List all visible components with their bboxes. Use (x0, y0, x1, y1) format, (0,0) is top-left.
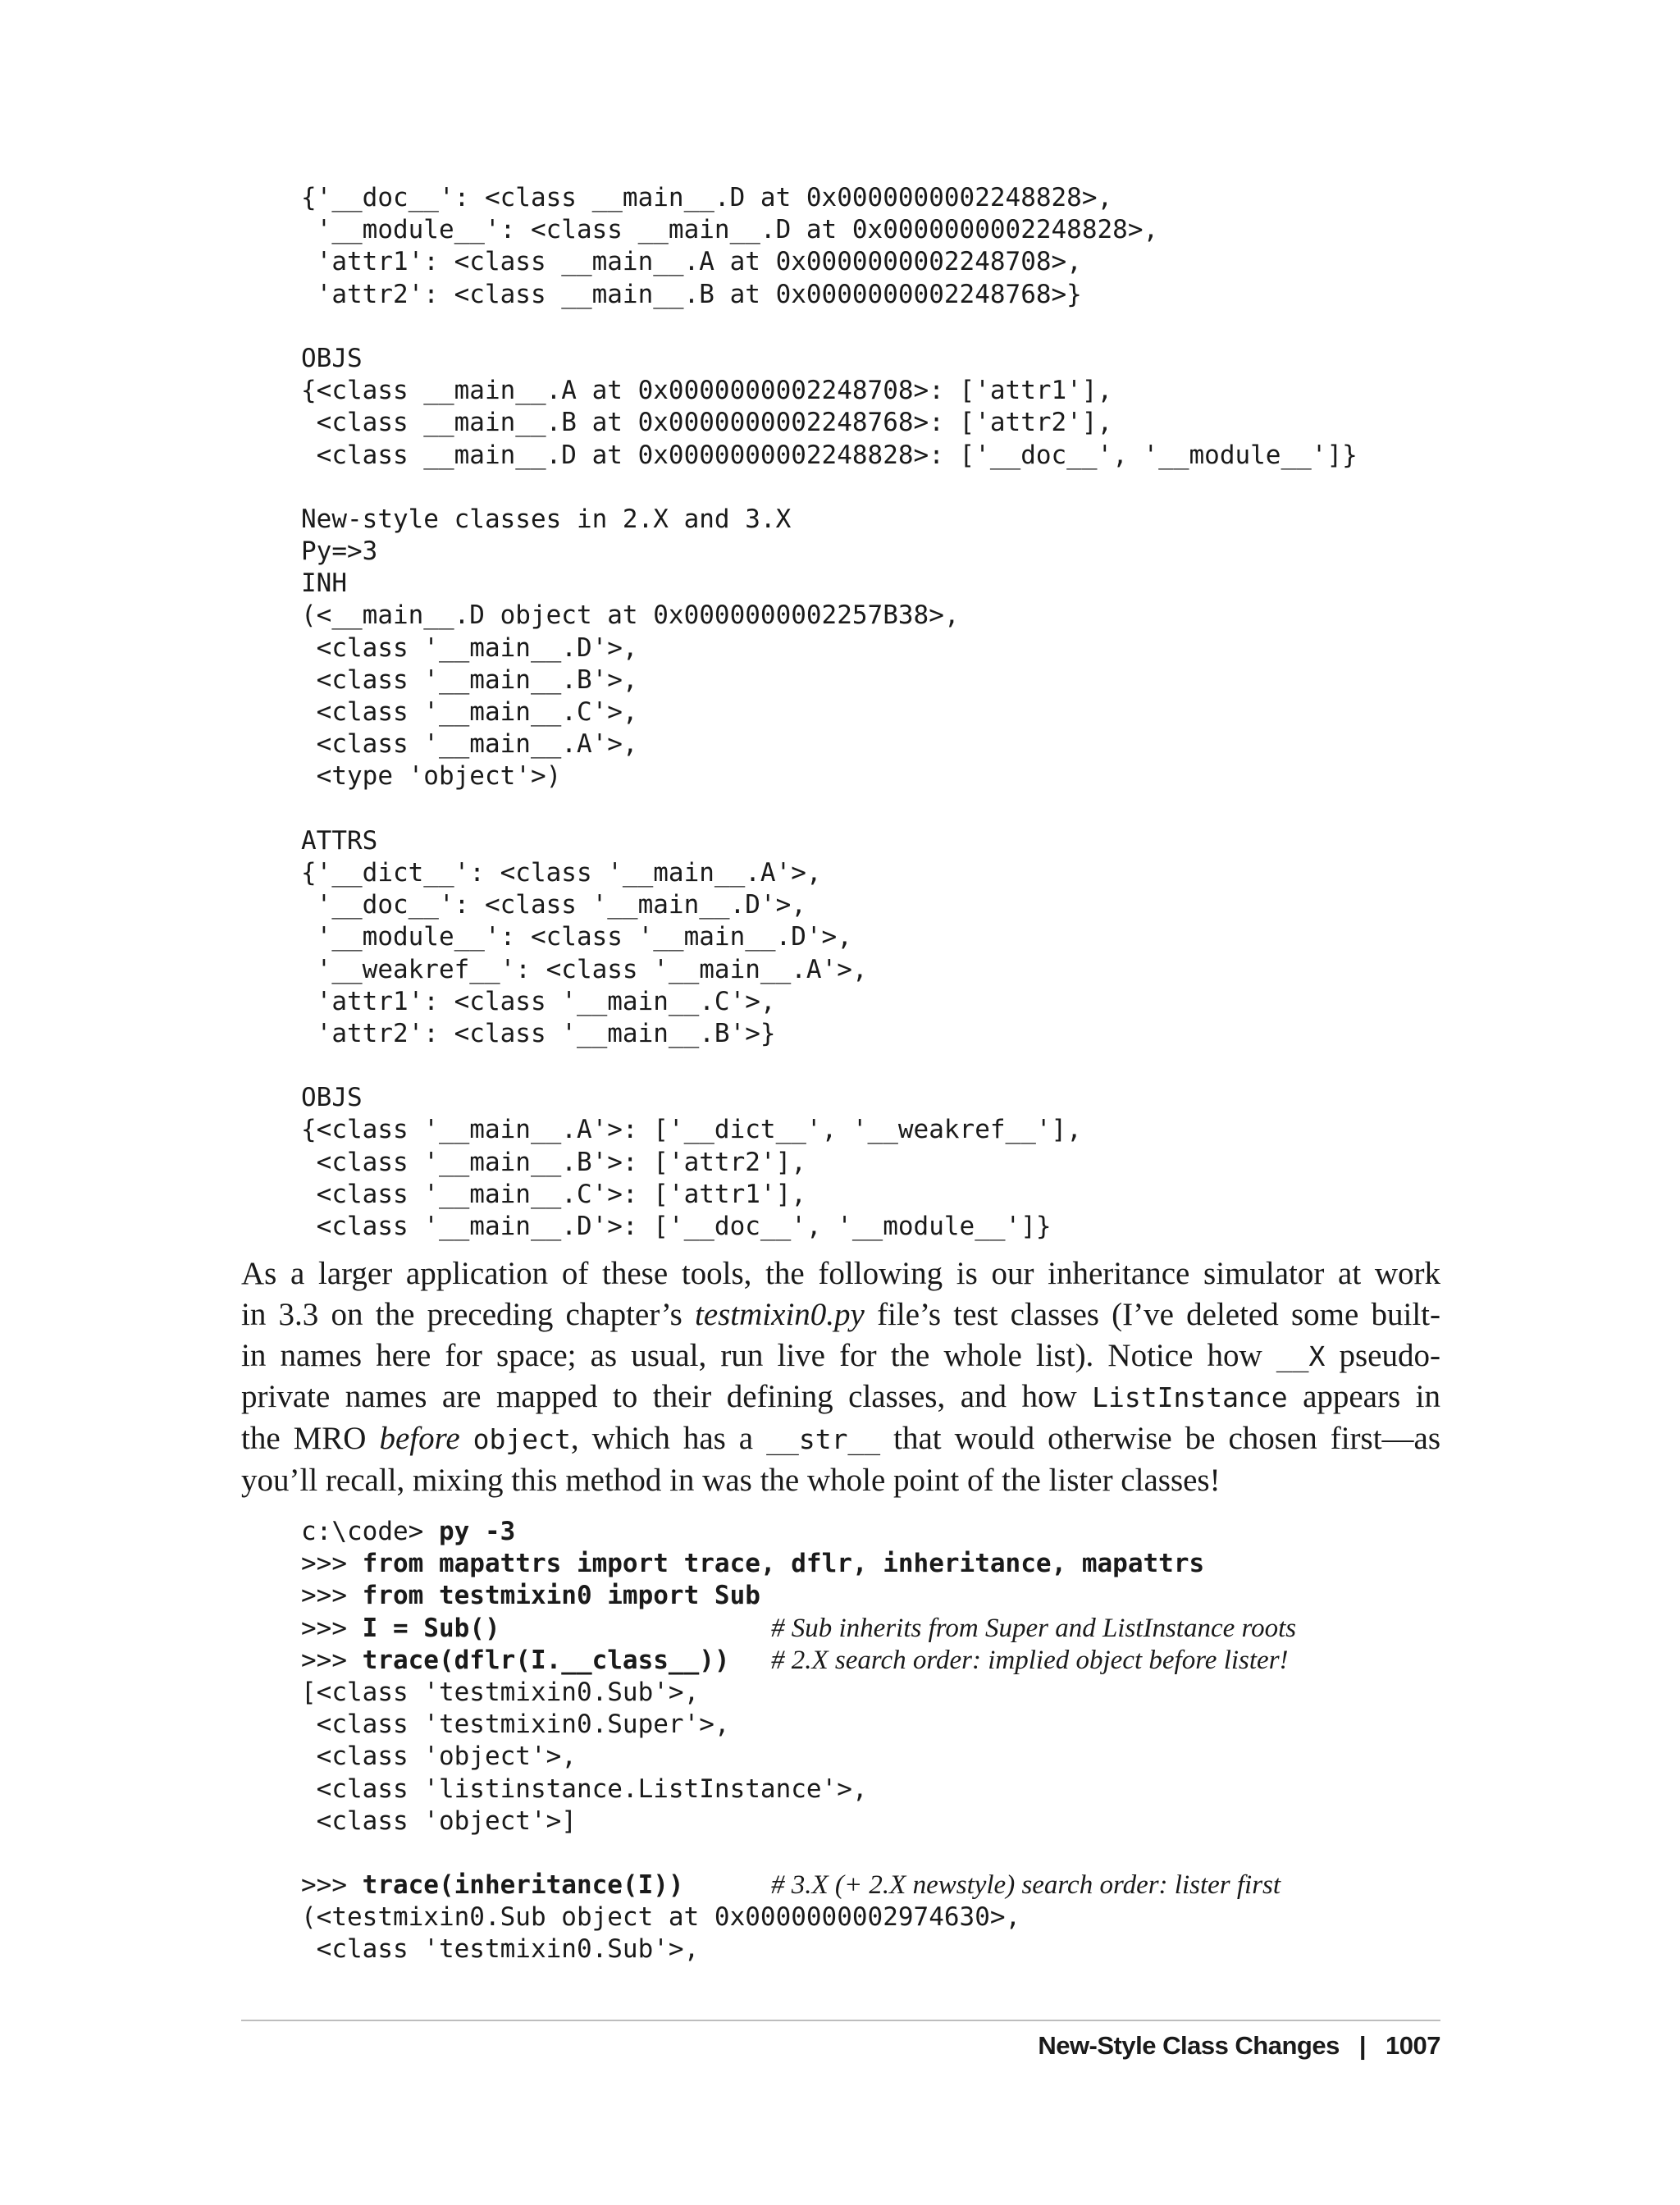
code-line: <class '__main__.C'>: ['attr1'], (301, 1179, 806, 1209)
file-name: testmixin0.py (694, 1296, 865, 1332)
code-line: >>> I = Sub() # Sub inherits from Super and ListInstance roots (301, 1613, 1204, 1645)
code-line: <class '__main__.B'>: ['attr2'], (301, 1147, 806, 1177)
code-blank-line (301, 472, 1358, 504)
code-line: {'__dict__': <class '__main__.A'>, (301, 857, 822, 888)
code-line: <class 'object'>] (301, 1806, 577, 1836)
paragraph-line-6: you’ll recall, mixing this method in was the whole point of the lister classes! (241, 1462, 1221, 1498)
code-line: '__module__': <class '__main__.D'>, (301, 922, 852, 952)
code-line: 'attr1': <class __main__.A at 0x0000000002248708>, (301, 247, 1082, 277)
code-line: <class '__main__.C'>, (301, 697, 638, 727)
code-line: Py=>3 (301, 536, 378, 567)
code-line: 'attr1': <class '__main__.C'>, (301, 986, 776, 1016)
code-line: {'__doc__': <class __main__.D at 0x0000000002248828>, (301, 183, 1113, 212)
code-line: <class '__main__.A'>, (301, 729, 638, 760)
page-footer (1038, 2031, 1440, 2061)
code-line: [<class 'testmixin0.Sub'>, (301, 1677, 700, 1707)
paragraph-line-1: As a larger application of these tools, the following is our inheritance simulator at work (241, 1256, 1440, 1291)
inline-code: __str__ (766, 1423, 881, 1456)
footer-rule (241, 2020, 1440, 2021)
code-blank-line (301, 1050, 1358, 1082)
code-line: >>> from mapattrs import trace, dflr, inheritance, mapattrs (301, 1549, 1205, 1579)
paragraph-line-2: in 3.3 on the preceding chapter’s testmixin0.py file’s test classes (I’ve deleted some built- (241, 1296, 1440, 1332)
inline-code: object (472, 1423, 571, 1456)
code-comment: # Sub inherits from Super and ListInstance roots (771, 1613, 1297, 1643)
code-line: INH (301, 568, 347, 599)
code-line: 'attr2': <class '__main__.B'>} (301, 1018, 776, 1048)
code-line: OBJS (301, 1083, 363, 1113)
body-paragraph (241, 1253, 1440, 1501)
code-line: <class __main__.D at 0x0000000002248828>: ['__doc__', '__module__']} (301, 440, 1358, 470)
code-line: '__weakref__': <class '__main__.A'>, (301, 954, 868, 984)
code-line: >>> trace(dflr(I.__class__)) # 2.X search order: implied object before lister! (301, 1645, 1204, 1677)
code-comment: # 2.X search order: implied object before lister! (771, 1645, 1289, 1675)
code-line: <class '__main__.B'>, (301, 664, 638, 695)
code-blank-line (301, 793, 1358, 825)
code-comment: # 3.X (+ 2.X newstyle) search order: lister first (771, 1870, 1281, 1901)
code-line: {<class __main__.A at 0x0000000002248708>: ['attr1'], (301, 376, 1113, 406)
inline-code: ListInstance (1092, 1381, 1288, 1414)
code-line: <class 'testmixin0.Super'>, (301, 1710, 730, 1740)
code-line: <class '__main__.D'>, (301, 632, 638, 663)
inline-code: __X (1276, 1340, 1326, 1372)
code-line: (<testmixin0.Sub object at 0x0000000002974630>, (301, 1902, 1021, 1933)
code-line: '__module__': <class __main__.D at 0x0000000002248828>, (301, 215, 1159, 245)
code-line: OBJS (301, 343, 363, 373)
code-line: ATTRS (301, 825, 378, 856)
code-blank-line (301, 311, 1358, 343)
code-line: {<class '__main__.A'>: ['__dict__', '__weakref__'], (301, 1115, 1082, 1145)
footer-separator: | (1358, 2031, 1367, 2060)
code-line: c:\code> py -3 (301, 1517, 516, 1546)
code-line: <class __main__.B at 0x0000000002248768>: ['attr2'], (301, 408, 1113, 438)
paragraph-line-3: in names here for space; as usual, run live for the whole list). Notice how __X pseudo- (241, 1337, 1440, 1373)
code-line: (<__main__.D object at 0x0000000002257B38>, (301, 600, 960, 631)
emphasis: before (379, 1421, 460, 1457)
running-section-title: New-Style Class Changes (1038, 2031, 1340, 2060)
code-line: >>> from testmixin0 import Sub (301, 1581, 760, 1611)
code-blank-line (301, 1838, 1204, 1869)
code-line: <class 'listinstance.ListInstance'>, (301, 1774, 868, 1804)
code-line: New-style classes in 2.X and 3.X (301, 504, 792, 534)
code-line: '__doc__': <class '__main__.D'>, (301, 890, 806, 920)
code-line: <class 'object'>, (301, 1742, 577, 1772)
code-line: 'attr2': <class __main__.B at 0x0000000002248768>} (301, 279, 1082, 309)
code-line: <class 'testmixin0.Sub'>, (301, 1934, 700, 1965)
code-line: <class '__main__.D'>: ['__doc__', '__module__']} (301, 1212, 1052, 1241)
code-line: <type 'object'>) (301, 761, 562, 792)
code-block-session (301, 1516, 1297, 1966)
code-block-output (301, 182, 1358, 1243)
paragraph-line-4: private names are mapped to their defining classes, and how ListInstance appears in (241, 1379, 1440, 1415)
code-line: >>> trace(inheritance(I)) # 3.X (+ 2.X newstyle) search order: lister first (301, 1869, 1204, 1901)
paragraph-line-5: the MRO before object, which has a __str__ that would otherwise be chosen first—as (241, 1421, 1441, 1457)
page-number: 1007 (1386, 2031, 1440, 2060)
